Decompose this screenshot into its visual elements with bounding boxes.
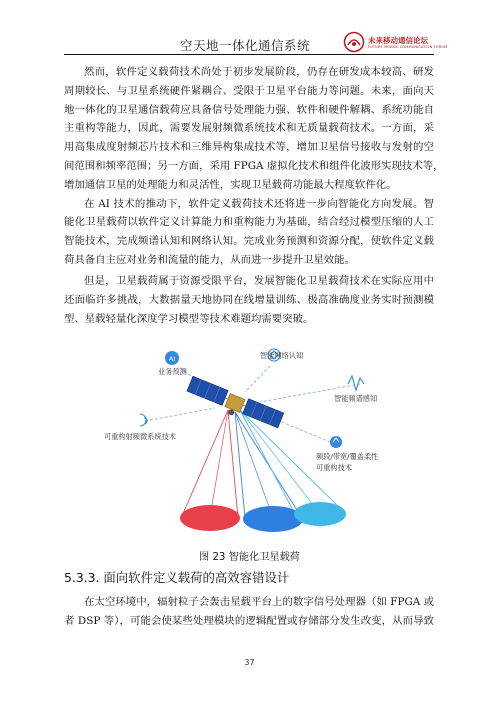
- figure-caption: 图 23 智能化卫星载荷: [199, 552, 300, 563]
- label-band-flex-line2: 可重构技术: [316, 463, 352, 472]
- text-line: 周期较长、与卫星系统硬件紧耦合、受限于卫星平台能力等问题。未来，面向天: [64, 84, 434, 97]
- page-number: 37: [244, 658, 255, 667]
- label-reconfigurable-rf: 可重构射频微系统技术: [104, 432, 176, 441]
- paragraph-4: [64, 593, 434, 631]
- ai-chip-icon: [165, 351, 179, 365]
- label-band-flex-line1: 频段/带宽/覆盖柔性: [316, 452, 379, 461]
- paragraph-1: [64, 63, 444, 251]
- paragraph-2: [64, 251, 434, 270]
- text-line: 荷具备自主应对业务和流量的能力，从而进一步提升卫星效能。: [64, 254, 355, 266]
- logo-subtitle: FUTURE MOBILE COMMUNICATION FORUM: [368, 45, 448, 49]
- logo-text: 未来移动通信论坛: [368, 36, 428, 45]
- beam-footprint-red: [180, 505, 240, 531]
- paragraph-3: [64, 272, 434, 328]
- text-line: 在 AI 技术的推动下，软件定义载荷技术还将进一步向智能化方向发展。智: [84, 197, 434, 210]
- beam-footprint-cyan: [294, 502, 346, 526]
- text-line: 间范围和频率范围；另一方面，采用 FPGA 虚拟化技术和组件化波形实现技术等，: [64, 159, 444, 172]
- text-line: 还面临许多挑战，大数据量天地协同在线增量训练、极高准确度业务实时预测模: [64, 293, 434, 306]
- text-line: 在太空环境中，辐射粒子会轰击星载平台上的数字信号处理器（如 FPGA 或: [84, 596, 434, 608]
- text-line: 者 DSP 等），可能会使某些处理模块的逻辑配置或存储部分发生改变，从而导致: [64, 614, 434, 627]
- header-title: 空天地一体化通信系统: [180, 38, 311, 53]
- text-line: 智能技术，完成频谱认知和网络认知。完成业务预测和资源分配，使软件定义载: [64, 235, 434, 248]
- label-spectrum-sensing: 智能频谱感知: [334, 394, 378, 403]
- header-rule: [64, 54, 434, 55]
- rf-microsystem-icon: [140, 414, 147, 426]
- text-line: 但是，卫星载荷属于资源受限平台，发展智能化卫星载荷技术在实际应用中: [84, 275, 434, 287]
- text-line: 增加通信卫星的处理能力和灵活性，实现卫星载荷功能最大程度软件化。: [64, 178, 397, 191]
- text-line: 主重构等能力，因此，需要发展射频微系统技术和无质量载荷技术。一方面，采: [64, 122, 434, 135]
- label-network-cognition: 智能网络认知: [260, 351, 304, 360]
- smart-satellite-payload-figure: [90, 346, 410, 546]
- forum-logo-icon: [343, 31, 365, 53]
- text-line: 用高集成度射频芯片技术和三维异构集成技术等，增加卫星信号接收与发射的空: [64, 141, 434, 154]
- text-line: 地一体化的卫星通信载荷应具备信号处理能力强、软件和硬件解耦、系统功能自: [64, 103, 434, 116]
- beam-footprint-blue: [243, 506, 303, 532]
- label-service-prediction: 业务预测: [158, 367, 187, 376]
- text-line: 然而，软件定义载荷技术尚处于初步发展阶段，仍存在研发成本较高、研发: [84, 66, 434, 78]
- ai-chip-icon-text: AI: [168, 355, 176, 363]
- figure-illustration: [90, 346, 410, 546]
- forum-logo: [343, 31, 448, 55]
- satellite-icon: [185, 376, 284, 433]
- band-flexibility-icon: [330, 436, 342, 448]
- text-line: 能化卫星载荷以软件定义计算能力和重构能力为基础，结合经过模型压缩的人工: [64, 216, 434, 229]
- page-header: [0, 0, 499, 58]
- text-line: 型、星载轻量化深度学习模型等技术难题均需要突破。: [64, 312, 314, 325]
- section-heading: 5.3.3. 面向软件定义载荷的高效容错设计: [64, 570, 290, 585]
- spectrum-sensing-icon: [348, 376, 364, 390]
